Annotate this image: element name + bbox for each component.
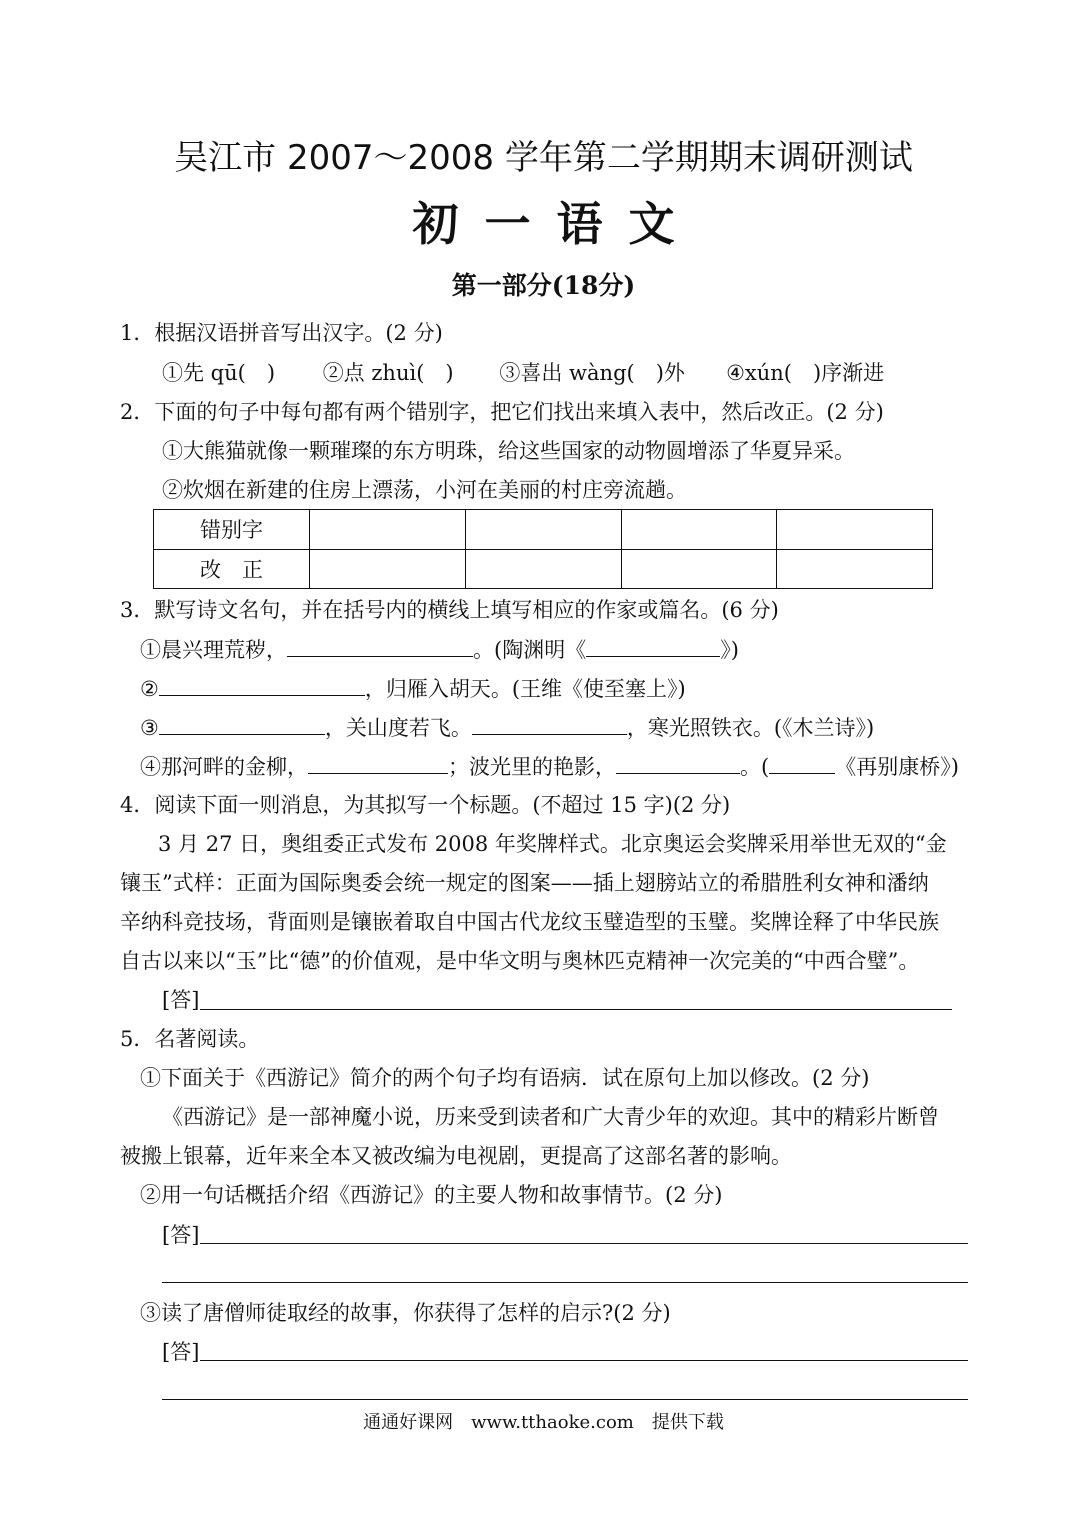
q5-sub-2: ②用一句话概括介绍《西游记》的主要人物和故事情节。(2 分): [140, 1183, 723, 1207]
q5-answer-3-label: [答]: [162, 1340, 200, 1364]
q1-item-1: ①先 qū( ): [162, 361, 276, 385]
q5-sub-3: ③读了唐僧师徒取经的故事，你获得了怎样的启示?(2 分): [140, 1301, 671, 1325]
fill-blank[interactable]: [616, 751, 740, 774]
q3-line-1: [140, 634, 739, 665]
part-heading: 第一部分(18分): [451, 271, 636, 300]
q4-passage-line: 3 月 27 日，奥组委正式发布 2008 年奖牌样式。北京奥运会奖牌采用举世无双的“金: [158, 832, 947, 856]
q5-sub-1: ①下面关于《西游记》简介的两个句子均有语病．试在原句上加以修改。(2 分): [140, 1066, 870, 1090]
q3-l3-text-c: ，寒光照铁衣。(《木兰诗》): [626, 716, 875, 740]
exam-subject: 初一语文: [412, 197, 701, 251]
q2-sentence-2: ②炊烟在新建的住房上漂荡，小河在美丽的村庄旁流趟。: [162, 478, 687, 502]
q1-item-3: ③喜出 wàng( )外: [499, 361, 685, 385]
q3-l1-text-a: ①晨兴理荒秽，: [140, 638, 287, 662]
fill-blank[interactable]: [159, 712, 325, 735]
exam-title: 吴江市 2007～2008 学年第二学期期末调研测试: [174, 138, 913, 178]
q2-sentence-1: ①大熊猫就像一颗璀璨的东方明珠，给这些国家的动物圆增添了华夏异采。: [162, 439, 855, 463]
q3-line-4: [140, 751, 959, 782]
table-cell[interactable]: [465, 549, 621, 589]
question-3-stem: 3．默写诗文名句，并在括号内的横线上填写相应的作家或篇名。(6 分): [120, 598, 779, 622]
fill-blank[interactable]: [769, 751, 835, 774]
fill-blank[interactable]: [472, 712, 627, 735]
table-cell[interactable]: [310, 510, 466, 550]
table-cell[interactable]: [465, 510, 621, 550]
q3-l1-text-c: 》): [720, 638, 739, 662]
page-footer: 通通好课网 www.tthaoke.com 提供下载: [363, 1412, 724, 1433]
q3-l4-text-a: ④那河畔的金柳，: [140, 755, 308, 779]
question-4-stem: 4．阅读下面一则消息，为其拟写一个标题。(不超过 15 字)(2 分): [120, 793, 731, 817]
q3-line-3: [140, 712, 874, 743]
q4-passage-line: 镶玉”式样：正面为国际奥委会统一规定的图案——插上翅膀站立的希腊胜利女神和潘纳: [120, 871, 929, 895]
q3-l4-text-c: 。(: [740, 755, 770, 779]
q3-l2-text-a: ②: [140, 677, 159, 701]
q5-answer-2-line[interactable]: [162, 1282, 968, 1283]
q3-l4-text-b: ；波光里的艳影，: [448, 755, 616, 779]
question-5-stem: 5．名著阅读。: [120, 1027, 260, 1051]
q3-l2-text-b: ，归雁入胡天。(王维《使至塞上》): [364, 677, 686, 701]
table-row: [154, 510, 933, 550]
table-cell[interactable]: [777, 510, 933, 550]
question-1-items: [162, 358, 884, 388]
table-cell[interactable]: [621, 510, 777, 550]
q3-l1-text-b: 。(陶渊明《: [473, 638, 587, 662]
q3-l4-text-d: 《再别康桥》): [835, 755, 959, 779]
q3-l3-text-b: ，关山度若飞。: [324, 716, 472, 740]
q1-item-2: ②点 zhuì( ): [322, 361, 454, 385]
q5-passage-line: 《西游记》是一部神魔小说，历来受到读者和广大青少年的欢迎。其中的精彩片断曾: [162, 1105, 939, 1129]
q5-passage-line: 被搬上银幕，近年来全本又被改编为电视剧，更提高了这部名著的影响。: [120, 1144, 792, 1168]
q4-answer-line[interactable]: [200, 1009, 952, 1010]
q3-line-2: [140, 673, 686, 704]
q4-passage-line: 自古以来以“玉”比“德”的价值观，是中华文明与奥林匹克精神一次完美的“中西合璧”。: [120, 949, 920, 973]
fill-blank[interactable]: [308, 751, 448, 774]
q3-l3-text-a: ③: [140, 716, 159, 740]
table-cell[interactable]: [310, 549, 466, 589]
table-cell[interactable]: [621, 549, 777, 589]
q4-passage-line: 辛纳科竞技场，背面则是镶嵌着取自中国古代龙纹玉璧造型的玉璧。奖牌诠释了中华民族: [120, 910, 939, 934]
fill-blank[interactable]: [287, 634, 473, 657]
row-label-correct: 改 正: [154, 549, 310, 589]
table-row: [154, 549, 933, 589]
row-label-wrong: 错别字: [154, 510, 310, 550]
question-2-stem: 2．下面的句子中每句都有两个错别字，把它们找出来填入表中，然后改正。(2 分): [120, 400, 884, 424]
q5-answer-2-line[interactable]: [200, 1243, 968, 1244]
fill-blank[interactable]: [586, 634, 720, 657]
question-1-stem: 1．根据汉语拼音写出汉字。(2 分): [120, 321, 443, 345]
q5-answer-3-line[interactable]: [162, 1399, 968, 1400]
q5-answer-3-line[interactable]: [200, 1360, 968, 1361]
correction-table: [153, 509, 933, 589]
q1-item-4: ④xún( )序渐进: [726, 361, 885, 385]
fill-blank[interactable]: [159, 673, 365, 696]
q5-answer-2-label: [答]: [162, 1223, 200, 1247]
q4-answer-label: [答]: [162, 988, 200, 1012]
table-cell[interactable]: [777, 549, 933, 589]
